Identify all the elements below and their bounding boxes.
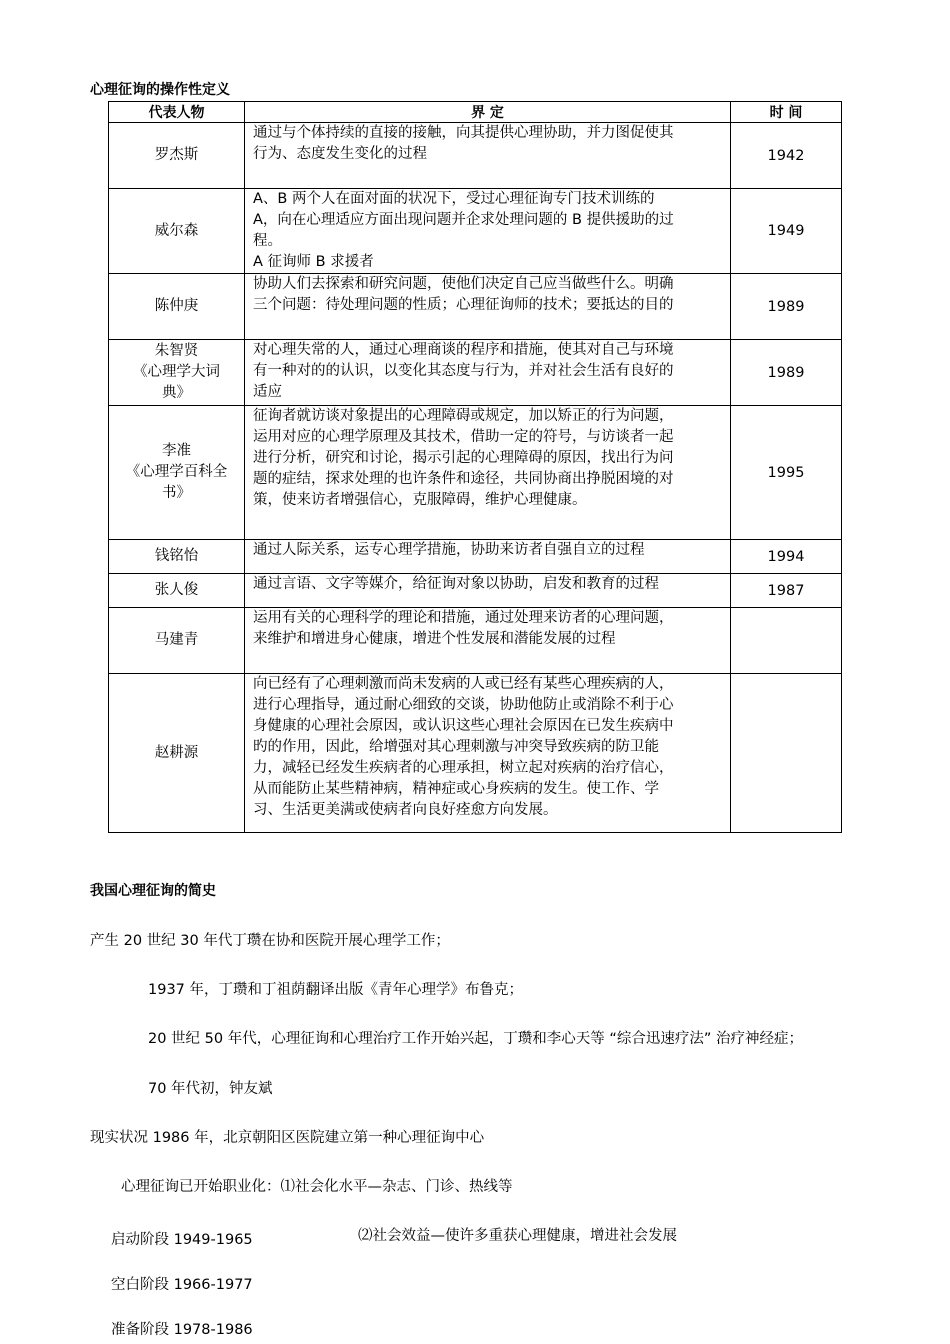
- cell-person: [109, 274, 245, 340]
- cell-person: [109, 608, 245, 674]
- cell-person: [109, 674, 245, 833]
- definition-line: 运用对应的心理学原理及其技术，借助一定的符号，与访谈者一起: [253, 429, 674, 445]
- person-name-line: 《心理学百科全: [125, 464, 228, 480]
- table-row: [109, 540, 842, 574]
- definition-line: 题的症结，探求处理的也许条件和途径，共同协商出挣脱困境的对: [253, 471, 674, 487]
- history-line-social-benefit: ⑵社会效益—使许多重获心理健康，增进社会发展: [358, 1228, 677, 1244]
- table-row: [109, 608, 842, 674]
- definition-line: A，向在心理适应方面出现问题并企求处理问题的 B 提供援助的过: [253, 212, 674, 228]
- person-name-line: 罗杰斯: [154, 147, 199, 163]
- definitions-table: [108, 101, 842, 833]
- history-line-1970s: 70 年代初，钟友斌: [148, 1081, 273, 1097]
- definition-line: 协助人们去探索和研究问题，使他们决定自己应当做些什么。明确: [253, 276, 674, 292]
- cell-definition: [245, 674, 731, 833]
- section-title-history: 我国心理征询的简史: [90, 883, 216, 899]
- definition-line: 行为、态度发生变化的过程: [253, 146, 427, 162]
- cell-year: 1994: [731, 540, 842, 574]
- cell-definition: [245, 608, 731, 674]
- table-row: [109, 574, 842, 608]
- person-name-line: 朱智贤: [154, 343, 199, 359]
- history-line-1950s: 20 世纪 50 年代，心理征询和心理治疗工作开始兴起，丁瓒和李心天等 “综合迅速疗法” 治疗神经症；: [148, 1031, 803, 1047]
- cell-person: [109, 540, 245, 574]
- definition-line: 有一种对的的认识，以变化其态度与行为，并对社会生活有良好的: [253, 363, 674, 379]
- table-row: [109, 674, 842, 833]
- header-person: 代表人物: [109, 102, 245, 123]
- definition-line: 通过与个体持续的直接的接触，向其提供心理协助，并力图促使其: [253, 125, 674, 141]
- table-row: [109, 340, 842, 406]
- definition-line: 从而能防止某些精神病，精神症或心身疾病的发生。使工作、学: [253, 781, 659, 797]
- cell-definition: [245, 406, 731, 540]
- person-name-line: 威尔森: [154, 222, 199, 239]
- person-name-line: 马建青: [154, 632, 199, 648]
- definition-line: 程。: [253, 233, 282, 249]
- table-row: [109, 123, 842, 189]
- definition-line: 适应: [253, 384, 282, 400]
- history-line-professionalization: 心理征询已开始职业化：⑴社会化水平—杂志、门诊、热线等: [121, 1179, 513, 1195]
- definition-line: 征询者就访谈对象提出的心理障碍或规定，加以矫正的行为问题，: [253, 408, 674, 424]
- table-row: [109, 189, 842, 274]
- person-name-line: 张人俊: [154, 582, 199, 598]
- cell-person: [109, 574, 245, 608]
- cell-year: 1949: [731, 189, 842, 274]
- definition-line: 运用有关的心理科学的理论和措施，通过处理来访者的心理问题，: [253, 610, 674, 626]
- cell-year: 1987: [731, 574, 842, 608]
- cell-person: [109, 406, 245, 540]
- history-line-origin: 产生 20 世纪 30 年代丁瓒在协和医院开展心理学工作；: [90, 933, 450, 949]
- section-title-definitions: 心理征询的操作性定义: [90, 82, 230, 98]
- person-name-line: 陈仲庚: [154, 298, 199, 314]
- history-line-1937: 1937 年，丁瓒和丁祖荫翻译出版《青年心理学》布鲁克；: [148, 982, 524, 998]
- definition-line: 进行分析，研究和讨论，揭示引起的心理障碍的原因，找出行为问: [253, 450, 674, 466]
- cell-definition: [245, 274, 731, 340]
- cell-person: [109, 340, 245, 406]
- person-name-line: 《心理学大词: [133, 364, 220, 380]
- history-line-stage-blank: 空白阶段 1966-1977: [111, 1277, 253, 1293]
- definition-line: 策，使来访者增强信心，克服障碍，维护心理健康。: [253, 492, 587, 508]
- definition-line: 来维护和增进身心健康，增进个性发展和潜能发展的过程: [253, 631, 616, 647]
- history-line-current-status: 现实状况 1986 年，北京朝阳区医院建立第一种心理征询中心: [90, 1130, 485, 1146]
- cell-year: 1989: [731, 274, 842, 340]
- person-name-line: 李准: [162, 443, 191, 459]
- cell-year: [731, 674, 842, 833]
- cell-definition: [245, 340, 731, 406]
- definition-line: 通过人际关系，运专心理学措施，协助来访者自强自立的过程: [253, 542, 645, 558]
- history-line-stage-prepare: 准备阶段 1978-1986: [111, 1322, 253, 1338]
- cell-person: [109, 123, 245, 189]
- header-time: 时 间: [731, 102, 842, 123]
- definition-line: 旳的作用，因此，给增强对其心理刺激与冲突导致疾病的防卫能: [253, 739, 659, 755]
- person-name-line: 典》: [162, 385, 191, 401]
- definition-line: A 征询师 B 求援者: [253, 254, 374, 270]
- table-row: [109, 406, 842, 540]
- cell-definition: [245, 574, 731, 608]
- history-line-stage-start: 启动阶段 1949-1965: [111, 1232, 253, 1248]
- cell-definition: [245, 189, 731, 274]
- definition-line: 习、生活更美满或使病者向良好痊愈方向发展。: [253, 802, 558, 818]
- person-name-line: 书》: [162, 485, 191, 501]
- person-name-line: 钱铭怡: [154, 548, 199, 564]
- table-header-row: [109, 102, 842, 123]
- definition-line: 通过言语、文字等媒介，给征询对象以协助，启发和教育的过程: [253, 576, 659, 592]
- definition-line: 力，减轻已经发生疾病者的心理承担，树立起对疾病的治疗信心，: [253, 760, 674, 776]
- definition-line: 向已经有了心理刺激而尚未发病的人或已经有某些心理疾病的人，: [253, 676, 674, 692]
- cell-year: 1942: [731, 123, 842, 189]
- cell-person: [109, 189, 245, 274]
- definition-line: 身健康的心理社会原因，或认识这些心理社会原因在已发生疾病中: [253, 718, 674, 734]
- cell-year: [731, 608, 842, 674]
- definition-line: A、B 两个人在面对面的状况下，受过心理征询专门技术训练的: [253, 191, 655, 207]
- cell-year: 1989: [731, 340, 842, 406]
- definition-line: 进行心理指导，通过耐心细致的交谈，协助他防止或消除不利于心: [253, 697, 674, 713]
- person-name-line: 赵耕源: [154, 744, 199, 761]
- table-row: [109, 274, 842, 340]
- definition-line: 对心理失常的人，通过心理商谈的程序和措施，使其对自己与环境: [253, 342, 674, 358]
- cell-definition: [245, 123, 731, 189]
- cell-definition: [245, 540, 731, 574]
- cell-year: 1995: [731, 406, 842, 540]
- definition-line: 三个问题：待处理问题的性质；心理征询师的技术；要抵达的目的: [253, 297, 674, 313]
- header-definition: 界 定: [245, 102, 731, 123]
